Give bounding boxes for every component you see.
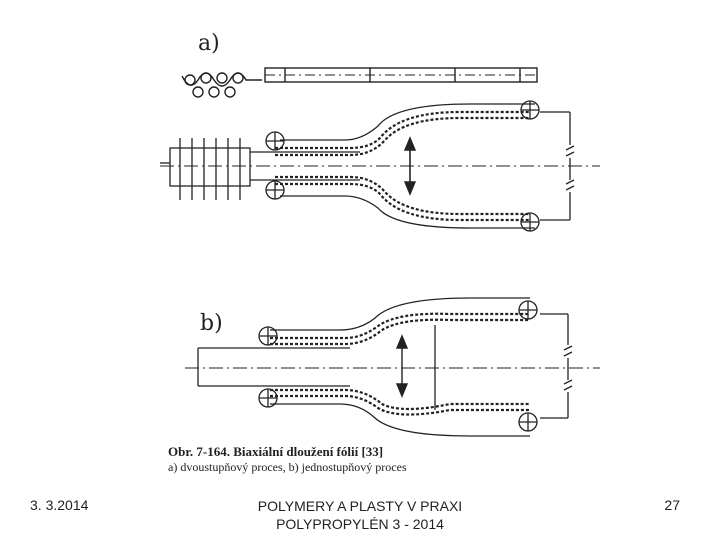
slide-number: 27	[664, 497, 680, 513]
footer-title-line2: POLYPROPYLÉN 3 - 2014	[276, 516, 444, 532]
clip-chain-lower-a	[275, 177, 530, 220]
film-strip-top	[265, 68, 537, 82]
roller-stack-a	[160, 138, 250, 200]
transverse-stretch-arrow-b	[397, 336, 407, 396]
clip-chain-upper-a	[275, 112, 530, 155]
figure-caption-title: Obr. 7-164. Biaxiální dloužení fólií [33]	[168, 444, 384, 459]
panel-b-label: b)	[200, 311, 223, 336]
footer-title-line1: POLYMERY A PLASTY V PRAXI	[257, 498, 463, 514]
footer-title	[200, 497, 520, 533]
figure-caption-subtitle: a) dvoustupňový proces, b) jednostupňový proces	[168, 460, 407, 474]
machine-direction-rollers	[182, 73, 262, 97]
footer-date: 3. 3.2014	[30, 497, 89, 513]
film-entry-b	[198, 348, 350, 386]
clip-chain-lower-b	[270, 390, 530, 415]
panel-a-label: a)	[198, 31, 220, 56]
